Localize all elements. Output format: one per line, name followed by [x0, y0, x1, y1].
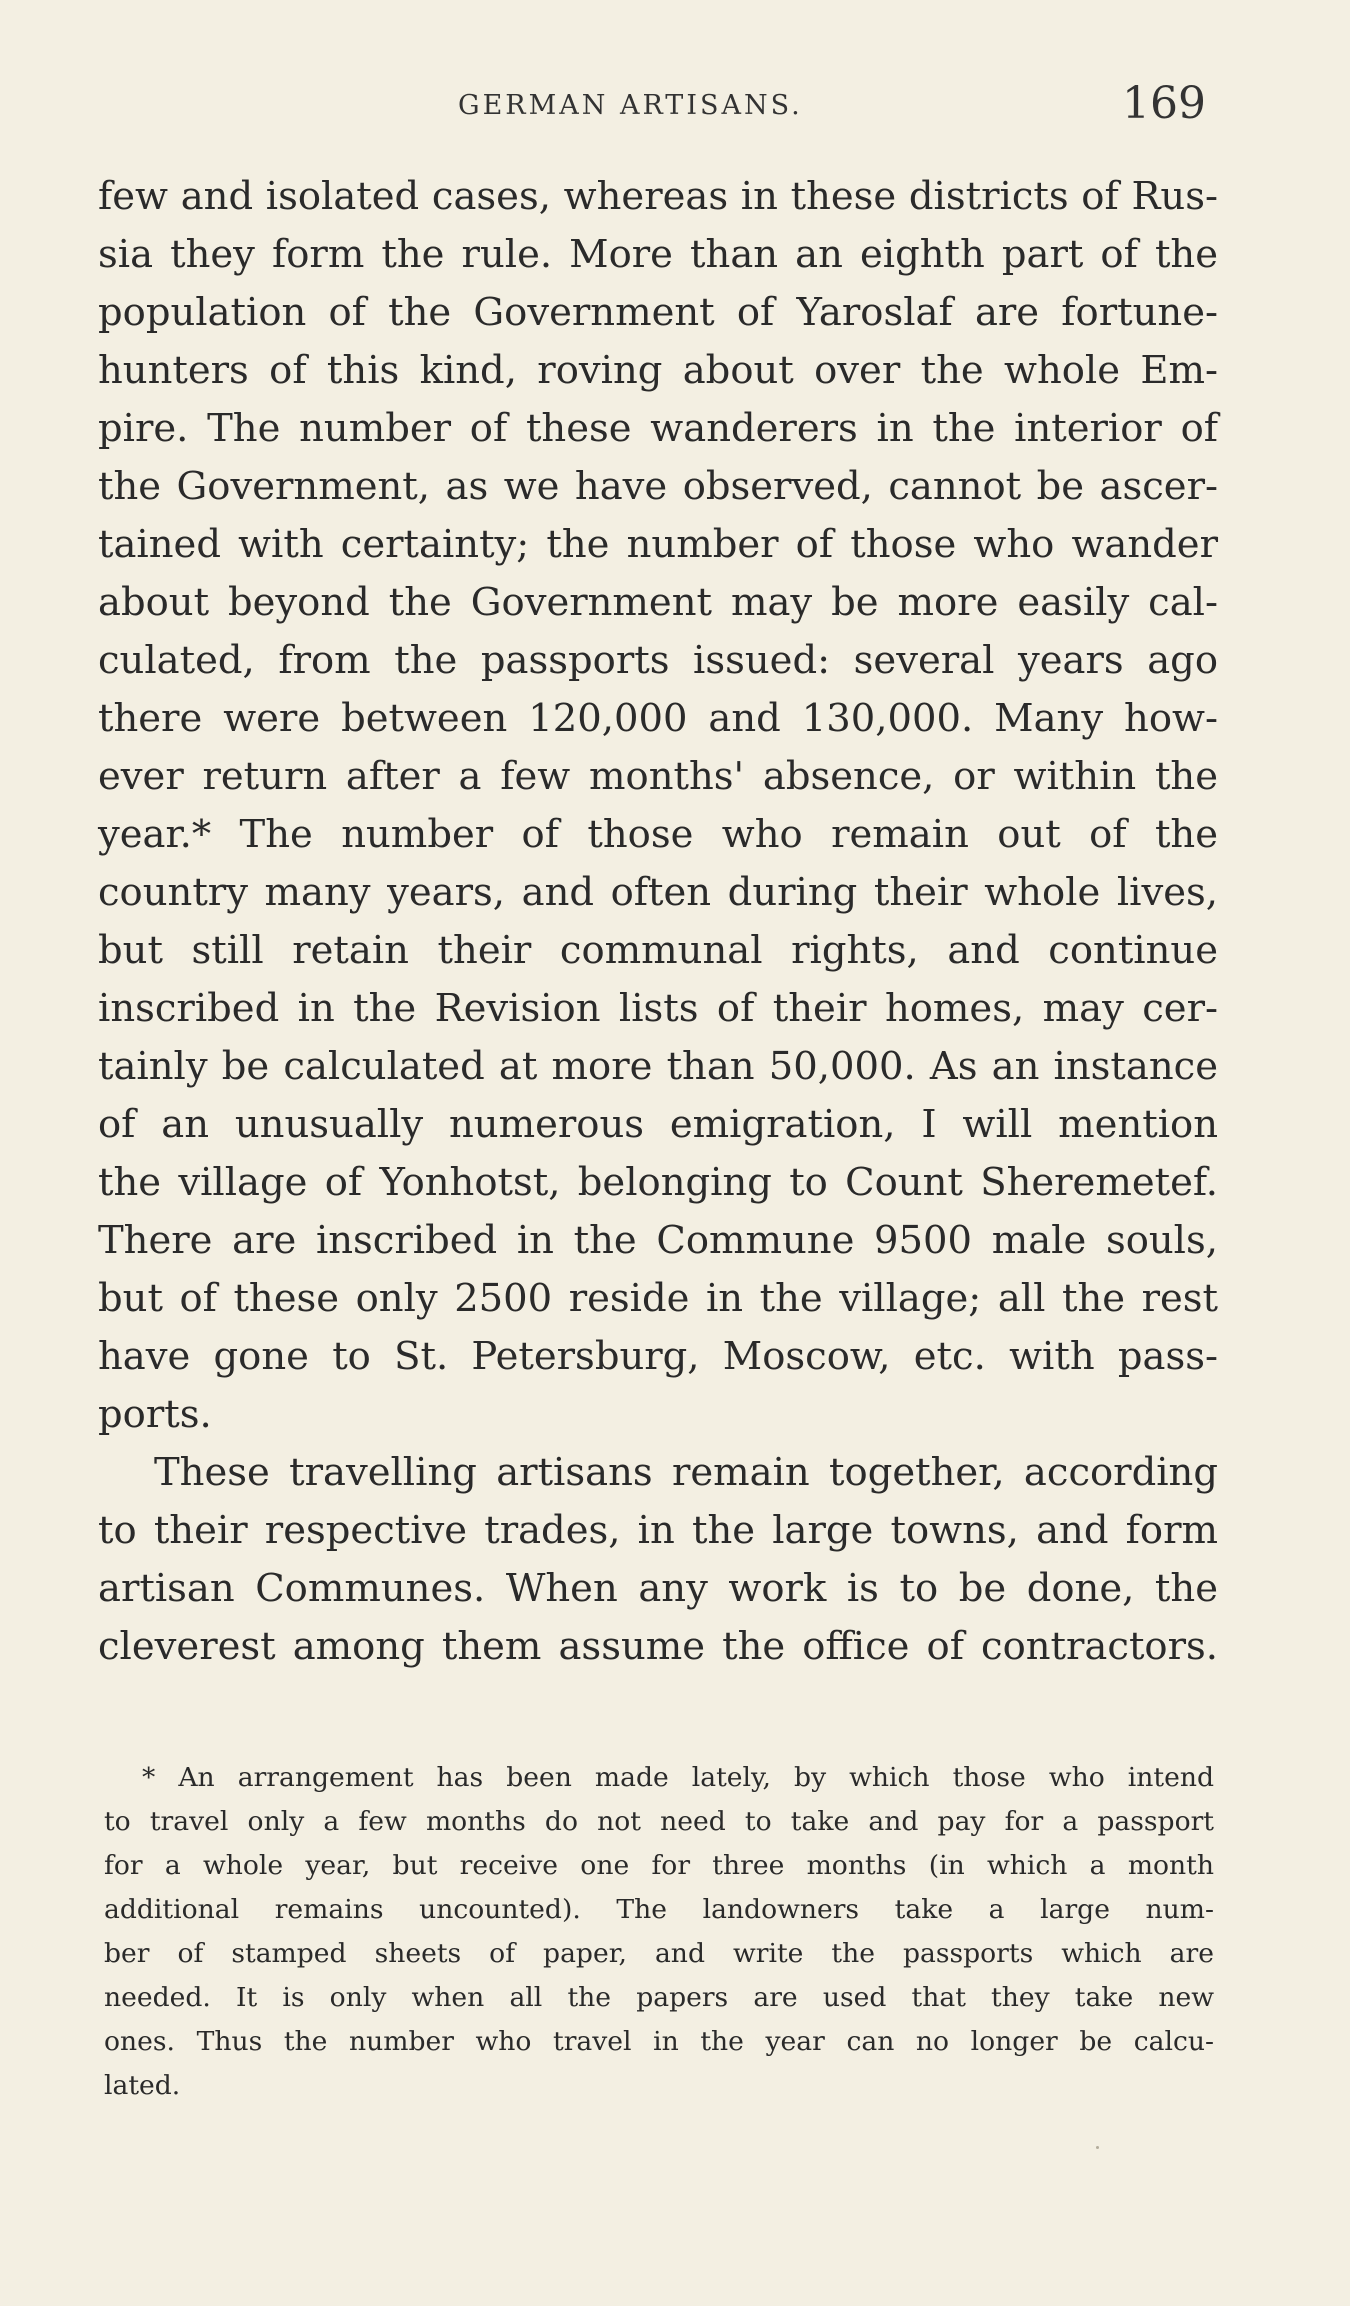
footnote-line: * An arrangement has been made lately, by which those who intend: [142, 1762, 1214, 1793]
body-text: [98, 168, 1218, 1676]
text-line: There are inscribed in the Commune 9500 male souls,: [98, 1218, 1218, 1263]
footnote-line: needed. It is only when all the papers are used that they take new: [104, 1982, 1214, 2013]
footnote-line: to travel only a few months do not need to take and pay for a passport: [104, 1806, 1214, 1837]
text-line: tainly be calculated at more than 50,000. As an instance: [98, 1044, 1218, 1089]
text-line: hunters of this kind, roving about over the whole Em-: [98, 348, 1218, 393]
text-line: tained with certainty; the number of those who wander: [98, 522, 1218, 567]
text-line: ever return after a few months' absence, or within the: [98, 754, 1218, 799]
text-line: cleverest among them assume the office of contractors.: [98, 1624, 1218, 1669]
text-line: but of these only 2500 reside in the village; all the rest: [98, 1276, 1218, 1321]
text-line: there were between 120,000 and 130,000. Many how-: [98, 696, 1218, 741]
text-line: country many years, and often during their whole lives,: [98, 870, 1218, 915]
text-line: but still retain their communal rights, and continue: [98, 928, 1218, 973]
footnote-line: ber of stamped sheets of paper, and write the passports which are: [104, 1938, 1214, 1969]
text-line: sia they form the rule. More than an eighth part of the: [98, 232, 1218, 277]
paper-speck: [1096, 2146, 1099, 2149]
footnote: [104, 1756, 1214, 2108]
running-head: [0, 78, 1350, 128]
text-line: to their respective trades, in the large towns, and form: [98, 1508, 1218, 1553]
footnote-line: for a whole year, but receive one for three months (in which a month: [104, 1850, 1214, 1881]
text-line: the village of Yonhotst, belonging to Count Sheremetef.: [98, 1160, 1218, 1205]
text-line: artisan Communes. When any work is to be done, the: [98, 1566, 1218, 1611]
text-line: the Government, as we have observed, cannot be ascer-: [98, 464, 1218, 509]
text-line: of an unusually numerous emigration, I will mention: [98, 1102, 1218, 1147]
text-line: culated, from the passports issued: several years ago: [98, 638, 1218, 683]
footnote-line: ones. Thus the number who travel in the year can no longer be calcu-: [104, 2026, 1214, 2057]
text-line: few and isolated cases, whereas in these districts of Rus-: [98, 174, 1218, 219]
footnote-line: additional remains uncounted). The landowners take a large num-: [104, 1894, 1214, 1925]
text-line: about beyond the Government may be more easily cal-: [98, 580, 1218, 625]
page-number: 169: [1122, 78, 1206, 129]
text-line: have gone to St. Petersburg, Moscow, etc. with pass-: [98, 1334, 1218, 1379]
paragraph-first-line: These travelling artisans remain together, according: [154, 1450, 1218, 1495]
text-line: year.* The number of those who remain out of the: [98, 812, 1218, 857]
text-line: pire. The number of these wanderers in the interior of: [98, 406, 1218, 451]
running-title: GERMAN ARTISANS.: [458, 90, 803, 121]
text-line: inscribed in the Revision lists of their homes, may cer-: [98, 986, 1218, 1031]
footnote-line: lated.: [104, 2070, 181, 2101]
text-line: population of the Government of Yaroslaf are fortune-: [98, 290, 1218, 335]
text-line: ports.: [98, 1392, 212, 1437]
